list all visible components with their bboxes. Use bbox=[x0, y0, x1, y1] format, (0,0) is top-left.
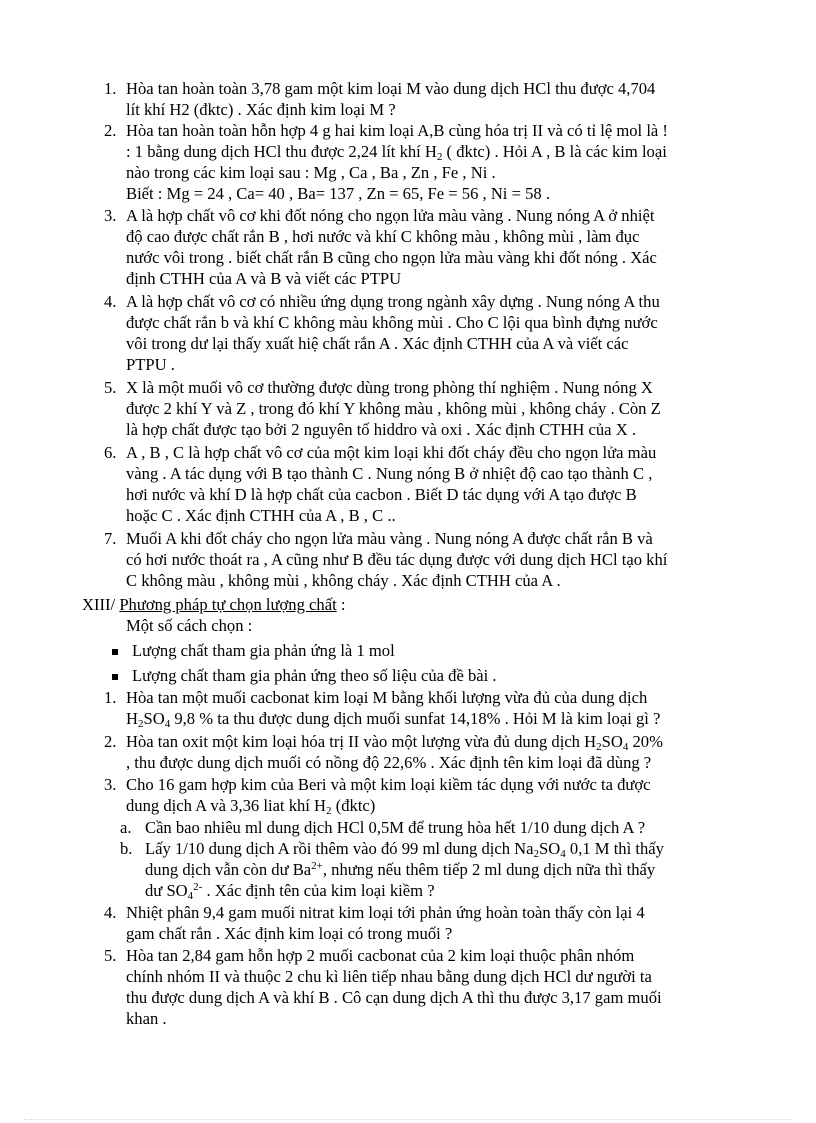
page-bottom-rule bbox=[24, 1119, 792, 1120]
question-line: thu được dung dịch A và khí B . Cô cạn dung dịch A thì thu được 3,17 gam muối bbox=[126, 988, 662, 1007]
question-line: định CTHH của A và B và viết các PTPU bbox=[126, 269, 402, 288]
section-heading: XIII/ Phương pháp tự chọn lượng chất : bbox=[82, 595, 346, 614]
bullet-text: Lượng chất tham gia phản ứng là 1 mol bbox=[132, 641, 395, 660]
question-number: 5. bbox=[104, 946, 117, 965]
question-line: nước vôi trong . biết chất rắn B cũng cho ngọn lửa màu vàng khi đốt nóng . Xác bbox=[126, 248, 657, 267]
question-line: PTPU . bbox=[126, 355, 175, 374]
question-line: dung dịch A và 3,36 liat khí $H_2$ (đktc) bbox=[126, 796, 376, 817]
subquestion-letter: a. bbox=[120, 818, 132, 837]
square-bullet-icon bbox=[112, 649, 118, 655]
question-line: nào trong các kim loại sau : Mg , Ca , Ba , Zn , Fe , Ni . bbox=[126, 163, 496, 182]
question-line: Biết : Mg = 24 , Ca= 40 , Ba= 137 , Zn = 65, Fe = 56 , Ni = 58 . bbox=[126, 184, 550, 203]
square-bullet-icon bbox=[112, 674, 118, 680]
question-line: A là hợp chất vô cơ khi đốt nóng cho ngọn lửa màu vàng . Nung nóng A ở nhiệt bbox=[126, 206, 655, 225]
question-number: 3. bbox=[104, 775, 117, 794]
question-number: 3. bbox=[104, 206, 117, 225]
question-line: A là hợp chất vô cơ có nhiều ứng dụng trong ngành xây dựng . Nung nóng A thu bbox=[126, 292, 660, 311]
question-number: 4. bbox=[104, 292, 117, 311]
question-number: 4. bbox=[104, 903, 117, 922]
question-line: Cần bao nhiêu ml dung dịch HCl 0,5M để trung hòa hết 1/10 dung dịch A ? bbox=[145, 818, 646, 837]
question-line: Hòa tan hoàn toàn 3,78 gam một kim loại M vào dung dịch HCl thu được 4,704 bbox=[126, 79, 656, 98]
question-line: $H_2SO_4$ 9,8 % ta thu được dung dịch muối sunfat 14,18% . Hỏi M là kim loại gì ? bbox=[126, 709, 661, 730]
subquestion-letter: b. bbox=[120, 839, 133, 858]
question-number: 6. bbox=[104, 443, 117, 462]
question-line: Muối A khi đốt cháy cho ngọn lửa màu vàng . Nung nóng A được chất rắn B và bbox=[126, 529, 653, 548]
question-line: Lấy 1/10 dung dịch A rồi thêm vào đó 99 ml dung dịch $Na_2SO_4$ 0,1 M thì thấy bbox=[145, 839, 664, 860]
question-number: 1. bbox=[104, 688, 117, 707]
question-number: 2. bbox=[104, 732, 117, 751]
question-line: được 2 khí Y và Z , trong đó khí Y không màu , không mùi , không cháy . Còn Z bbox=[126, 399, 661, 418]
question-line: Hòa tan một muối cacbonat kim loại M bằng khối lượng vừa đủ của dung dịch bbox=[126, 688, 648, 707]
question-line: C không màu , không mùi , không cháy . Xác định CTHH của A . bbox=[126, 571, 561, 590]
question-line: Cho 16 gam hợp kim của Beri và một kim loại kiềm tác dụng với nước ta được bbox=[126, 775, 651, 794]
section-title: Phương pháp tự chọn lượng chất bbox=[119, 595, 337, 614]
question-line: được chất rắn b và khí C không màu không mùi . Cho C lội qua bình đựng nước bbox=[126, 313, 658, 332]
question-line: dư $SO_4^{2-}$ . Xác định tên của kim loại kiềm ? bbox=[145, 881, 435, 902]
question-line: độ cao được chất rắn B , hơi nước và khí C không màu , không mùi , làm đục bbox=[126, 227, 640, 246]
question-line: hoặc C . Xác định CTHH của A , B , C .. bbox=[126, 506, 396, 525]
question-line: Hòa tan hoàn toàn hỗn hợp 4 g hai kim loại A,B cùng hóa trị II và có tỉ lệ mol là ! bbox=[126, 121, 668, 140]
question-line: có hơi nước thoát ra , A cũng như B đều tác dụng được với dung dịch HCl tạo khí bbox=[126, 550, 668, 569]
question-line: gam chất rắn . Xác định kim loại có trong muối ? bbox=[126, 924, 453, 943]
question-number: 7. bbox=[104, 529, 117, 548]
question-number: 1. bbox=[104, 79, 117, 98]
question-line: lít khí H2 (đktc) . Xác định kim loại M ? bbox=[126, 100, 396, 119]
question-number: 2. bbox=[104, 121, 117, 140]
question-line: X là một muối vô cơ thường được dùng trong phòng thí nghiệm . Nung nóng X bbox=[126, 378, 653, 397]
question-line: A , B , C là hợp chất vô cơ của một kim loại khi đốt cháy đều cho ngọn lửa màu bbox=[126, 443, 657, 462]
question-line: Hòa tan oxit một kim loại hóa trị II vào một lượng vừa đủ dung dịch $H_2SO_4$ 20% bbox=[126, 732, 663, 753]
bullet-text: Lượng chất tham gia phản ứng theo số liệu của đề bài . bbox=[132, 666, 497, 685]
question-line: : 1 bằng dung dịch HCl thu được 2,24 lít khí $H_2$ ( đktc) . Hỏi A , B là các kim loại bbox=[126, 142, 667, 163]
question-line: là hợp chất được tạo bởi 2 nguyên tố hiddro và oxi . Xác định CTHH của X . bbox=[126, 420, 636, 439]
question-line: Nhiệt phân 9,4 gam muối nitrat kim loại tới phản ứng hoàn toàn thấy còn lại 4 bbox=[126, 903, 645, 922]
question-line: Hòa tan 2,84 gam hỗn hợp 2 muối cacbonat của 2 kim loại thuộc phân nhóm bbox=[126, 946, 635, 965]
question-line: vôi trong dư lại thấy xuất hiệ chất rắn A . Xác định CTHH của A và viết các bbox=[126, 334, 629, 353]
question-line: dung dịch vẫn còn dư $Ba^{2+}$, nhưng nếu thêm tiếp 2 ml dung dịch nữa thì thấy bbox=[145, 860, 656, 879]
question-line: , thu được dung dịch muối có nồng độ 22,6% . Xác định tên kim loại đã dùng ? bbox=[126, 753, 652, 772]
section-intro: Một số cách chọn : bbox=[126, 616, 253, 635]
question-number: 5. bbox=[104, 378, 117, 397]
question-line: vàng . A tác dụng với B tạo thành C . Nung nóng B ở nhiệt độ cao tạo thành C , bbox=[126, 464, 653, 483]
question-line: chính nhóm II và thuộc 2 chu kì liên tiếp nhau bằng dung dịch HCl dư người ta bbox=[126, 967, 652, 986]
question-line: hơi nước và khí D là hợp chất của cacbon . Biết D tác dụng với A tạo được B bbox=[126, 485, 637, 504]
question-line: khan . bbox=[126, 1009, 167, 1028]
